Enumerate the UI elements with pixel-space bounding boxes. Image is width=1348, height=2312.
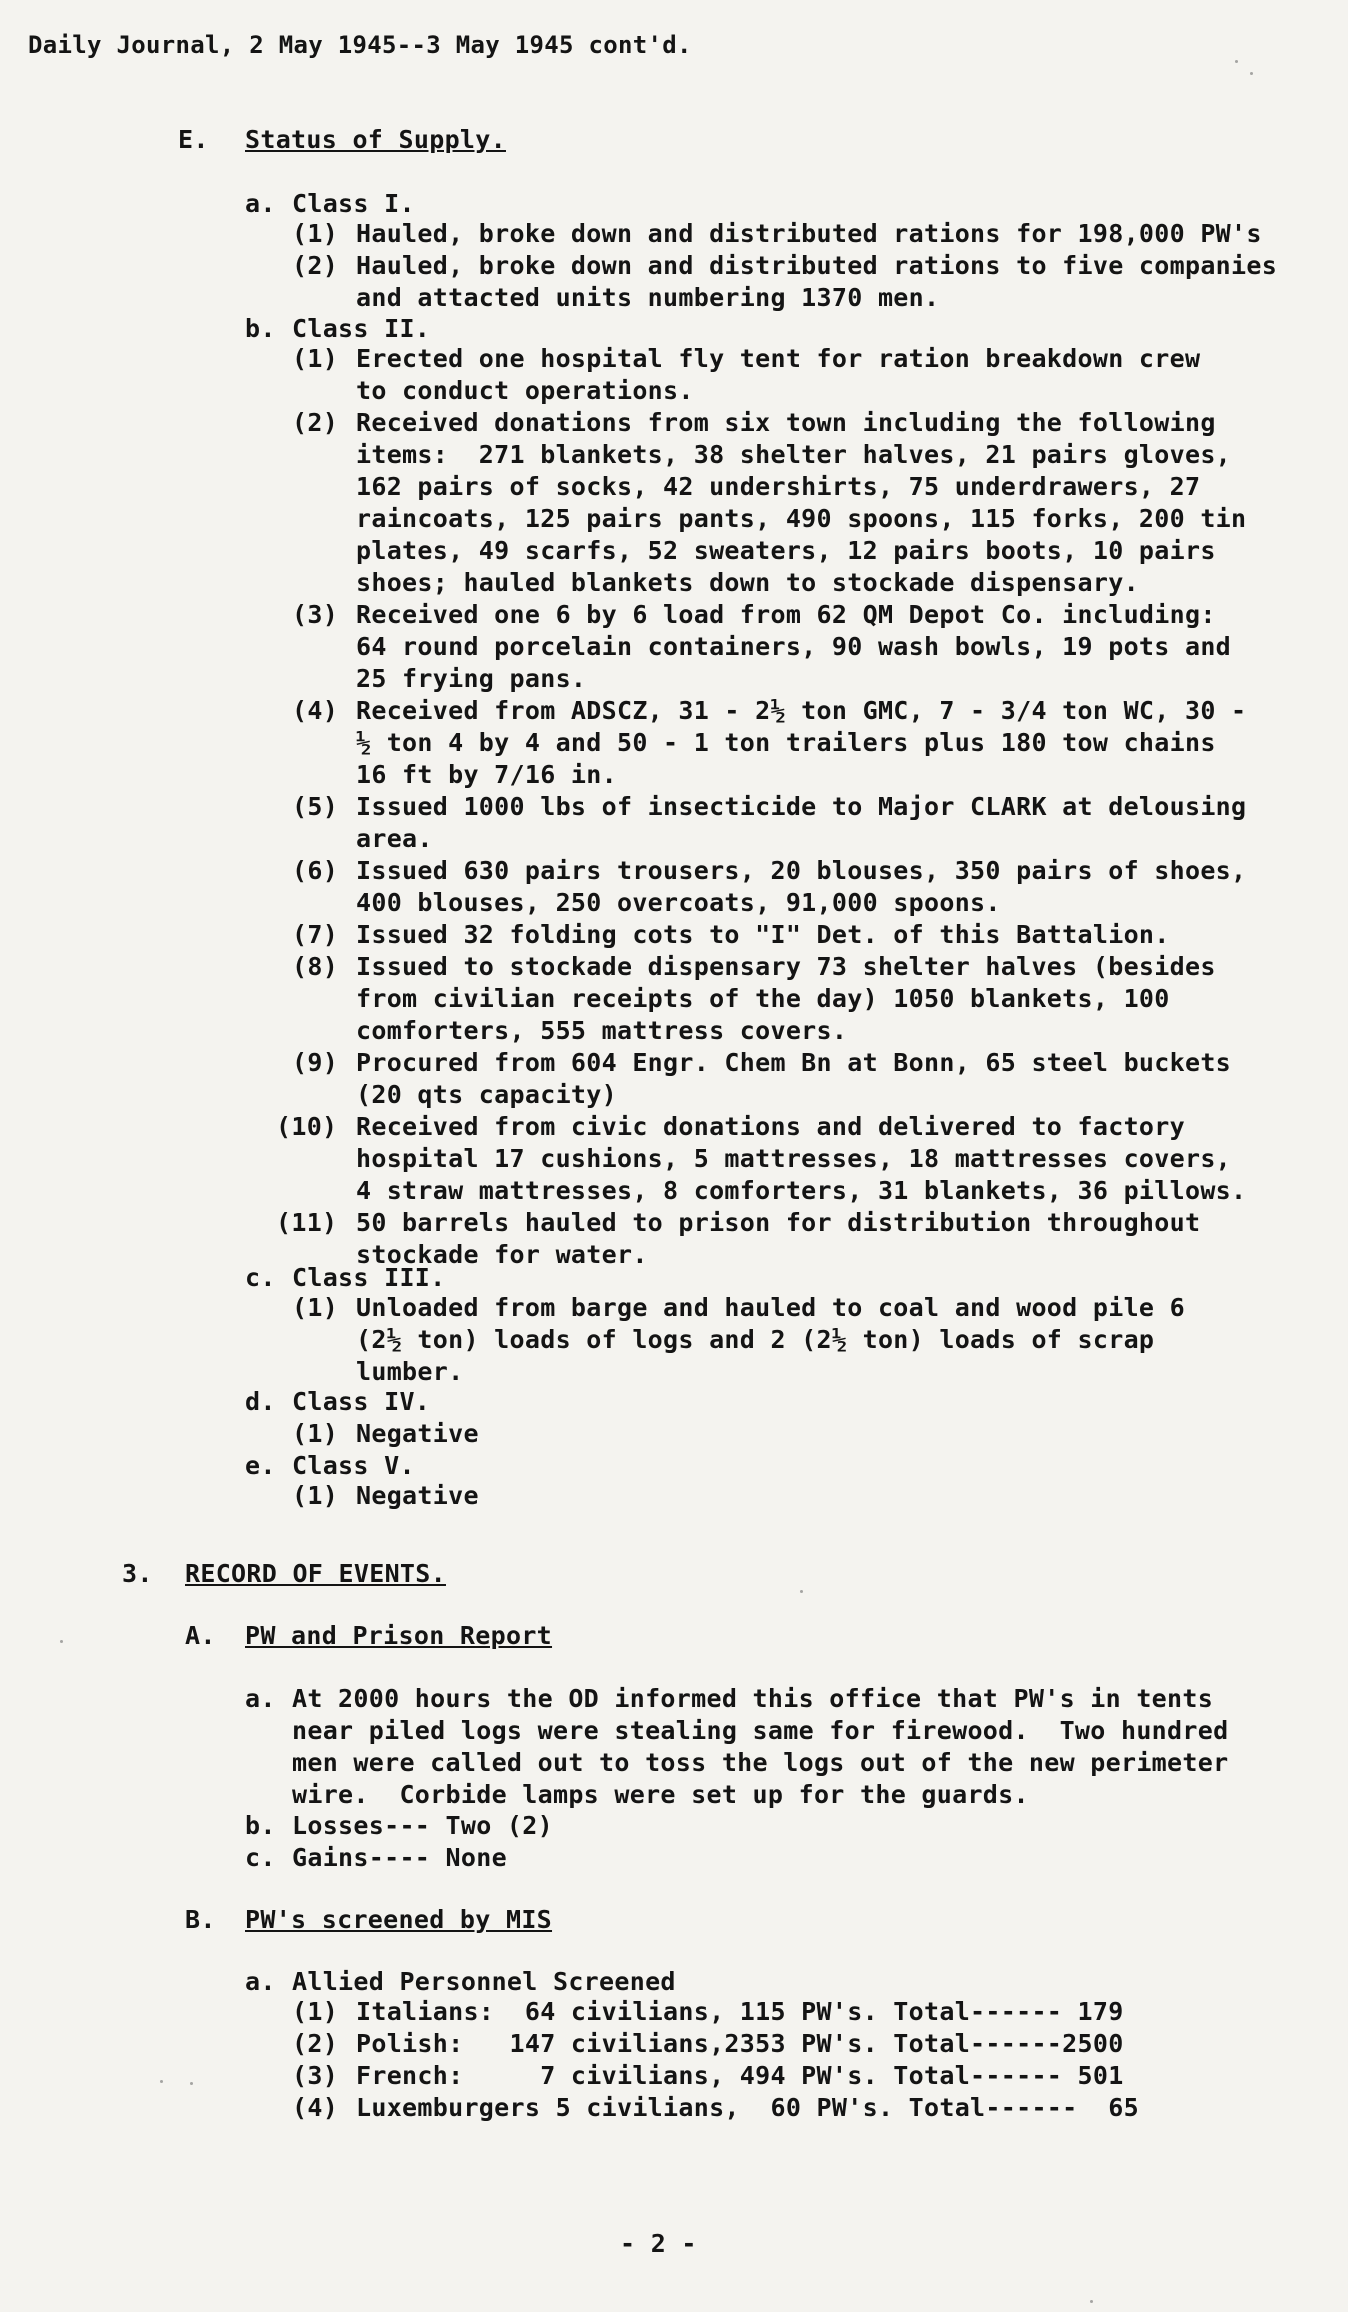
item-text: Received from ADSCZ, 31 - 2½ ton GMC, 7 - 3/4 ton WC, 30 - xyxy=(356,696,1247,725)
item-text: Procured from 604 Engr. Chem Bn at Bonn, 65 steel buckets xyxy=(356,1048,1232,1077)
paragraph-line: At 2000 hours the OD informed this office that PW's in tents xyxy=(292,1684,1214,1713)
supply-section-letter: E. xyxy=(178,125,209,154)
item-text: from civilian receipts of the day) 1050 blankets, 100 xyxy=(356,984,1170,1013)
class-title: Class IV. xyxy=(292,1387,431,1416)
item-text: Hauled, broke down and distributed rations for 198,000 PW's xyxy=(356,219,1262,248)
item-number: (10) xyxy=(276,1112,338,1141)
paper-speck xyxy=(1235,60,1238,63)
item-text: area. xyxy=(356,824,433,853)
item-text: Received from civic donations and delivered to factory xyxy=(356,1112,1185,1141)
screen-row-number: (2) xyxy=(292,2029,339,2058)
paragraph-letter: a. xyxy=(245,1684,276,1713)
paper-speck xyxy=(800,1590,803,1593)
item-text: 16 ft by 7/16 in. xyxy=(356,760,617,789)
class-title: Class V. xyxy=(292,1451,415,1480)
subsection-letter: B. xyxy=(185,1905,216,1934)
item-number: (11) xyxy=(276,1208,338,1237)
item-number: (2) xyxy=(292,251,339,280)
item-text: plates, 49 scarfs, 52 sweaters, 12 pairs boots, 10 pairs xyxy=(356,536,1216,565)
class-letter: c. xyxy=(245,1263,276,1292)
item-text: Erected one hospital fly tent for ration breakdown crew xyxy=(356,344,1201,373)
item-text: hospital 17 cushions, 5 mattresses, 18 mattresses covers, xyxy=(356,1144,1232,1173)
class-title: Class I. xyxy=(292,189,415,218)
journal-header: Daily Journal, 2 May 1945--3 May 1945 cont'd. xyxy=(28,31,692,59)
gains-letter: c. xyxy=(245,1843,276,1872)
item-text: raincoats, 125 pairs pants, 490 spoons, 115 forks, 200 tin xyxy=(356,504,1247,533)
item-text: (2½ ton) loads of logs and 2 (2½ ton) loads of scrap xyxy=(356,1325,1155,1354)
item-text: Received one 6 by 6 load from 62 QM Depot Co. including: xyxy=(356,600,1216,629)
item-text: Received donations from six town including the following xyxy=(356,408,1216,437)
item-text: Negative xyxy=(356,1481,479,1510)
gains-text: Gains---- None xyxy=(292,1843,507,1872)
item-text: and attacted units numbering 1370 men. xyxy=(356,283,940,312)
screen-row-text: Luxemburgers 5 civilians, 60 PW's. Total------ 65 xyxy=(356,2093,1139,2122)
paper-speck xyxy=(160,2080,163,2083)
item-number: (7) xyxy=(292,920,339,949)
item-text: Unloaded from barge and hauled to coal and wood pile 6 xyxy=(356,1293,1185,1322)
item-text: (20 qts capacity) xyxy=(356,1080,617,1109)
item-text: Negative xyxy=(356,1419,479,1448)
losses-text: Losses--- Two (2) xyxy=(292,1811,553,1840)
item-number: (5) xyxy=(292,792,339,821)
class-letter: a. xyxy=(245,189,276,218)
class-letter: d. xyxy=(245,1387,276,1416)
item-text: 4 straw mattresses, 8 comforters, 31 blankets, 36 pillows. xyxy=(356,1176,1247,1205)
item-text: Issued 32 folding cots to "I" Det. of this Battalion. xyxy=(356,920,1170,949)
screen-row-text: Polish: 147 civilians,2353 PW's. Total------2500 xyxy=(356,2029,1124,2058)
class-title: Class III. xyxy=(292,1263,446,1292)
paper-speck xyxy=(1090,2300,1093,2303)
item-text: shoes; hauled blankets down to stockade dispensary. xyxy=(356,568,1139,597)
item-text: to conduct operations. xyxy=(356,376,694,405)
item-number: (1) xyxy=(292,1481,339,1510)
item-text: lumber. xyxy=(356,1357,464,1386)
item-text: comforters, 555 mattress covers. xyxy=(356,1016,848,1045)
supply-section-title: Status of Supply. xyxy=(245,125,506,154)
sub-letter: a. xyxy=(245,1967,276,1996)
item-text: Issued 1000 lbs of insecticide to Major CLARK at delousing xyxy=(356,792,1247,821)
item-text: 25 frying pans. xyxy=(356,664,587,693)
screen-row-text: Italians: 64 civilians, 115 PW's. Total------ 179 xyxy=(356,1997,1124,2026)
paper-speck xyxy=(190,2082,193,2085)
item-number: (2) xyxy=(292,408,339,437)
item-number: (1) xyxy=(292,344,339,373)
class-letter: e. xyxy=(245,1451,276,1480)
item-text: 400 blouses, 250 overcoats, 91,000 spoons. xyxy=(356,888,1001,917)
item-text: Hauled, broke down and distributed rations to five companies xyxy=(356,251,1278,280)
item-text: Issued 630 pairs trousers, 20 blouses, 350 pairs of shoes, xyxy=(356,856,1247,885)
item-text: 50 barrels hauled to prison for distribution throughout xyxy=(356,1208,1201,1237)
item-text: Issued to stockade dispensary 73 shelter halves (besides xyxy=(356,952,1216,981)
item-number: (4) xyxy=(292,696,339,725)
paper-speck xyxy=(60,1640,63,1643)
class-title: Class II. xyxy=(292,314,431,343)
subsection-title: PW and Prison Report xyxy=(245,1621,553,1650)
sub-title: Allied Personnel Screened xyxy=(292,1967,676,1996)
losses-letter: b. xyxy=(245,1811,276,1840)
subsection-title: PW's screened by MIS xyxy=(245,1905,553,1934)
item-text: ½ ton 4 by 4 and 50 - 1 ton trailers plus 180 tow chains xyxy=(356,728,1216,757)
screen-row-text: French: 7 civilians, 494 PW's. Total------ 501 xyxy=(356,2061,1124,2090)
page-number: - 2 - xyxy=(620,2229,697,2258)
paragraph-line: near piled logs were stealing same for firewood. Two hundred xyxy=(292,1716,1229,1745)
paragraph-line: men were called out to toss the logs out of the new perimeter xyxy=(292,1748,1229,1777)
item-number: (6) xyxy=(292,856,339,885)
item-text: 64 round porcelain containers, 90 wash bowls, 19 pots and xyxy=(356,632,1232,661)
item-number: (8) xyxy=(292,952,339,981)
paper-speck xyxy=(1250,72,1253,75)
screen-row-number: (3) xyxy=(292,2061,339,2090)
class-letter: b. xyxy=(245,314,276,343)
item-number: (3) xyxy=(292,600,339,629)
paragraph-line: wire. Corbide lamps were set up for the guards. xyxy=(292,1780,1029,1809)
item-number: (1) xyxy=(292,1419,339,1448)
screen-row-number: (4) xyxy=(292,2093,339,2122)
subsection-letter: A. xyxy=(185,1621,216,1650)
item-number: (1) xyxy=(292,1293,339,1322)
item-number: (1) xyxy=(292,219,339,248)
item-text: stockade for water. xyxy=(356,1240,648,1269)
item-text: 162 pairs of socks, 42 undershirts, 75 underdrawers, 27 xyxy=(356,472,1201,501)
item-text: items: 271 blankets, 38 shelter halves, 21 pairs gloves, xyxy=(356,440,1232,469)
item-number: (9) xyxy=(292,1048,339,1077)
events-section-number: 3. xyxy=(122,1559,153,1588)
screen-row-number: (1) xyxy=(292,1997,339,2026)
events-section-title: RECORD OF EVENTS. xyxy=(185,1559,446,1588)
